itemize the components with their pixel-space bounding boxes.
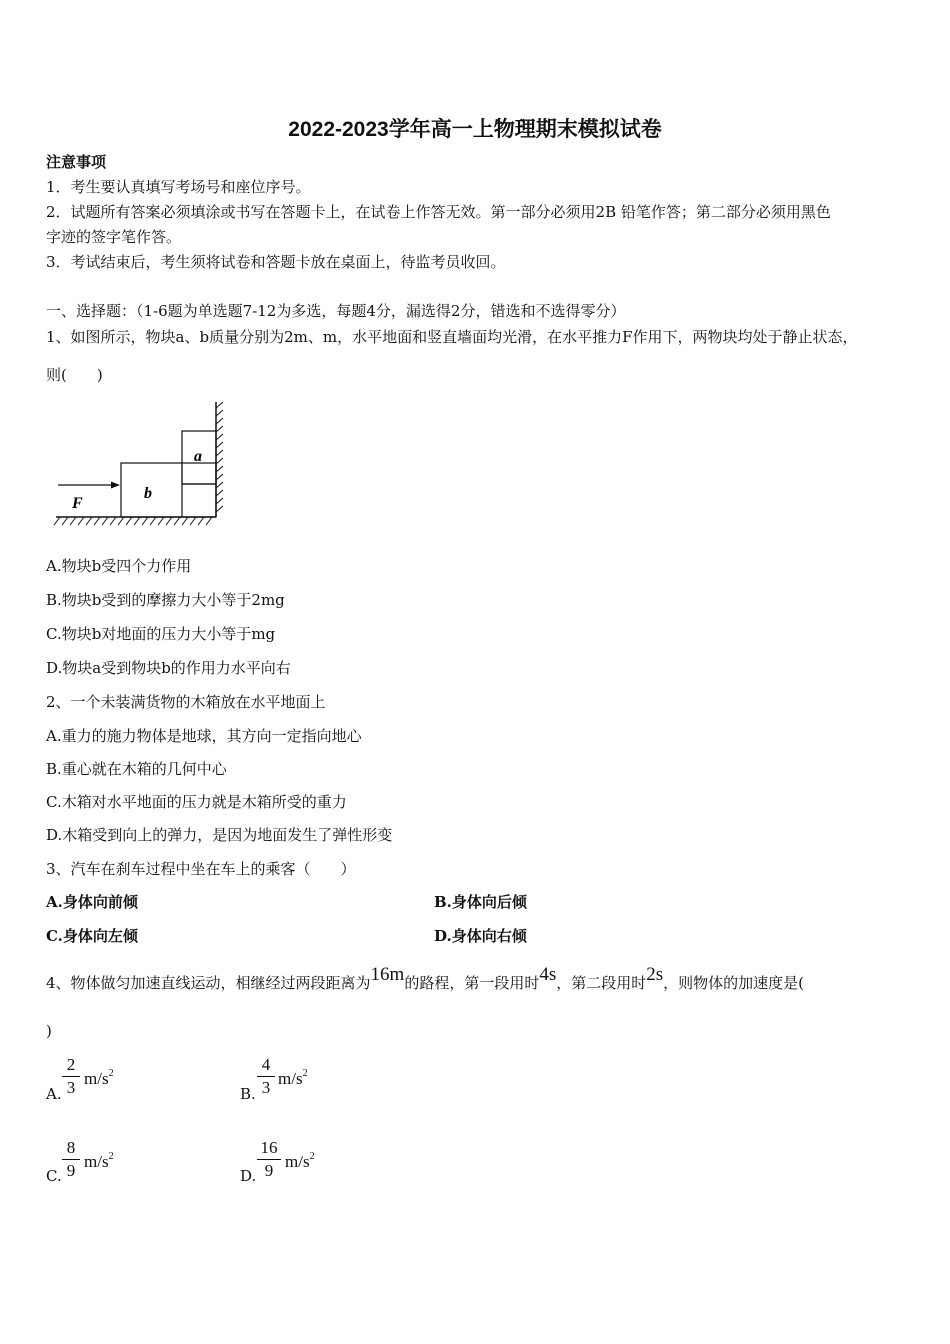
q4-option-b-unit: $m/s^2$ (278, 1068, 308, 1088)
q4-stem-part1: 4、物体做匀加速直线运动，相继经过两段距离为 (46, 974, 371, 992)
q1-option-a: A.物块b受四个力作用 (46, 557, 192, 575)
section-heading: 一、选择题：（1-6题为单选题7-12为多选，每题4分，漏选得2分，错选和不选得零分） (46, 302, 626, 320)
q4-option-b-num: 4 (261, 1055, 271, 1074)
q2-option-a: A.重力的施力物体是地球，其方向一定指向地心 (46, 727, 362, 745)
q4-option-d-num: 16 (260, 1138, 278, 1157)
q4-stem-cont: ) (46, 1022, 52, 1040)
q1-stem-cont: 则( ) (46, 366, 103, 384)
q4-time1: 4s (539, 964, 557, 985)
q4-stem-part4: ，则物体的加速度是( (663, 974, 805, 992)
q3-option-c: C.身体向左倾 (46, 927, 138, 945)
label-b: b (144, 485, 152, 502)
block-b (121, 463, 216, 517)
wall-hatch (216, 402, 223, 512)
q3-stem: 3、汽车在刹车过程中坐在车上的乘客（ ） (46, 860, 356, 878)
q4-option-c-den: 9 (66, 1161, 76, 1180)
label-a: a (194, 448, 202, 465)
q3-option-d: D.身体向右倾 (434, 927, 527, 945)
notice-heading: 注意事项 (46, 153, 107, 171)
q4-option-c-letter: C. (46, 1167, 62, 1185)
q4-option-d-den: 9 (264, 1161, 274, 1180)
q4-option-b-fraction (257, 1055, 275, 1098)
q4-option-d-letter: D. (240, 1167, 257, 1185)
q4-option-c-num: 8 (66, 1138, 76, 1157)
q4-option-d-unit: $m/s^2$ (285, 1151, 315, 1171)
label-F: F (72, 495, 83, 512)
q1-option-b: B.物块b受到的摩擦力大小等于2mg (46, 591, 285, 609)
ground-hatch (54, 517, 212, 525)
q4-time2: 2s (646, 964, 664, 985)
q2-option-c: C.木箱对水平地面的压力就是木箱所受的重力 (46, 793, 347, 811)
q4-option-b-letter: B. (240, 1085, 256, 1103)
q2-option-b: B.重心就在木箱的几何中心 (46, 760, 227, 778)
notice-item-3: 3．考试结束后，考生须将试卷和答题卡放在桌面上，待监考员收回。 (46, 253, 506, 271)
notice-item-1: 1．考生要认真填写考场号和座位序号。 (46, 178, 311, 196)
page-title: 2022-2023学年高一上物理期末模拟试卷 (288, 118, 662, 141)
q4-stem-part2: 的路程，第一段用时 (404, 974, 540, 992)
q4-option-a-unit: $m/s^2$ (84, 1068, 114, 1088)
q1-option-d: D.物块a受到物块b的作用力水平向右 (46, 659, 291, 677)
q4-option-a-fraction (62, 1055, 80, 1098)
q4-stem-part3: ，第二段用时 (556, 974, 647, 992)
notice-item-2-cont: 字迹的签字笔作答。 (46, 228, 182, 246)
q4-option-c-fraction (62, 1138, 80, 1181)
q4-option-b-den: 3 (261, 1078, 271, 1097)
q4-option-d-fraction (257, 1138, 281, 1181)
q4-option-a-num: 2 (66, 1055, 76, 1074)
q4-stem (46, 964, 805, 993)
q1-stem: 1、如图所示，物块a、b质量分别为2m、m，水平地面和竖直墙面均光滑，在水平推力F作用下，两物块均处于静止状态， (46, 328, 858, 346)
q1-figure (50, 400, 230, 530)
q3-option-b: B.身体向后倾 (434, 893, 527, 911)
q4-option-a-den: 3 (66, 1078, 76, 1097)
q4-option-a-letter: A. (46, 1085, 62, 1103)
q3-option-a: A.身体向前倾 (46, 893, 138, 911)
q4-distance: 16m (370, 964, 405, 985)
q1-option-c: C.物块b对地面的压力大小等于mg (46, 625, 276, 643)
q4-option-c-unit: $m/s^2$ (84, 1151, 114, 1171)
notice-item-2: 2．试题所有答案必须填涂或书写在答题卡上，在试卷上作答无效。第一部分必须用2B 铅笔作答；第二部分必须用黑色 (46, 203, 831, 221)
q2-option-d: D.木箱受到向上的弹力，是因为地面发生了弹性形变 (46, 826, 393, 844)
force-arrowhead (111, 482, 120, 489)
q2-stem: 2、一个未装满货物的木箱放在水平地面上 (46, 693, 326, 711)
